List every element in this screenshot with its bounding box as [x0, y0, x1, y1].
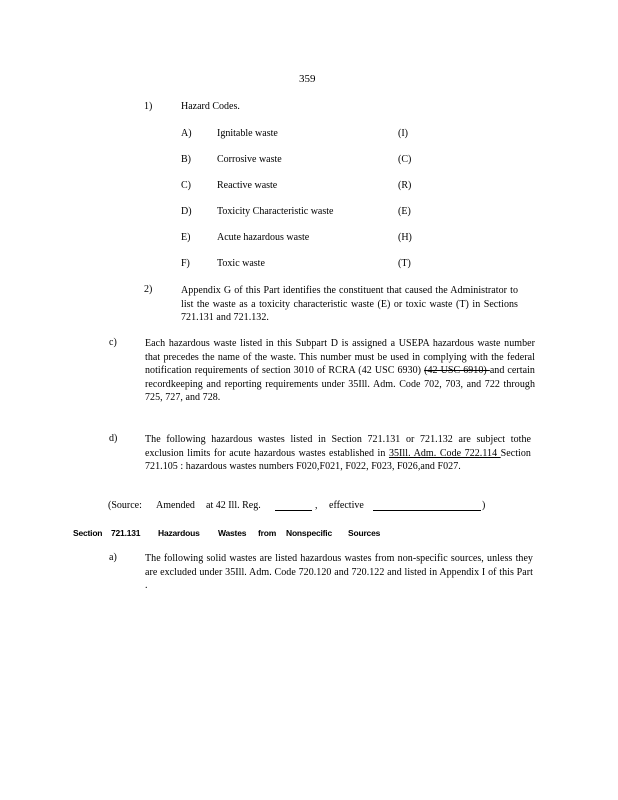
- item-c-number: c): [109, 337, 117, 348]
- page-number: 359: [299, 73, 316, 85]
- hazard-code-letter: B): [181, 154, 191, 165]
- section-number: 721.131: [111, 528, 141, 538]
- item-d-underlined-text: 35Ill. Adm. Code 722.114: [388, 447, 501, 459]
- source-effective: effective: [329, 500, 364, 511]
- hazard-code-label: Acute hazardous waste: [217, 232, 310, 243]
- section-label: Section: [73, 528, 103, 538]
- item-1-title: Hazard Codes.: [181, 101, 240, 112]
- hazard-code-value: (T): [398, 258, 411, 269]
- item-d-text-part-2: Section 721.105 : hazardous wastes numbers F020,F021, F022, F023, F026,and F027.: [145, 447, 531, 472]
- item-c-text: [145, 337, 535, 405]
- hazard-code-value: (H): [398, 232, 412, 243]
- item-c-text-part-1: Each hazardous waste listed in this Subpart D is assigned a USEPA hazardous waste number that precedes the name of the waste. This number must be used in complying with the federal notification requirements of section 3010 of RCRA (42 USC 6930): [145, 338, 535, 376]
- section-title-word-2: Wastes: [218, 528, 247, 538]
- hazard-code-letter: C): [181, 180, 191, 191]
- source-prefix: (Source:: [108, 500, 142, 511]
- item-d-text: [145, 433, 531, 474]
- effective-date-blank: [373, 500, 481, 515]
- section-title-word-5: Sources: [348, 528, 381, 538]
- section-title-word-1: Hazardous: [158, 528, 200, 538]
- hazard-code-label: Reactive waste: [217, 180, 278, 191]
- hazard-code-value: (C): [398, 154, 412, 165]
- item-2-text: Appendix G of this Part identifies the constituent that caused the Administrator to list the waste as a toxicity characteristic waste (E) or toxic waste (T) in Sections 721.131 and 721.132.: [181, 285, 518, 323]
- section-title-word-3: from: [258, 528, 277, 538]
- hazard-code-label: Toxic waste: [217, 258, 265, 269]
- source-close: ): [482, 500, 486, 511]
- register-blank: [275, 500, 312, 515]
- hazard-code-label: Toxicity Characteristic waste: [217, 206, 334, 217]
- hazard-code-value: (I): [398, 128, 408, 139]
- item-a-text: The following solid wastes are listed hazardous wastes from non-specific sources, unless they are excluded under 35Ill. Adm. Code 720.120 and 720.122 and listed in Appendix I of this Part .: [145, 553, 533, 591]
- item-c-struck-text: (42 USC 6910): [424, 365, 490, 376]
- item-d-number: d): [109, 433, 118, 444]
- item-1-number: 1): [144, 101, 153, 112]
- source-register: at 42 Ill. Reg.: [206, 500, 261, 511]
- hazard-code-letter: D): [181, 206, 192, 217]
- source-comma: ,: [315, 500, 318, 511]
- hazard-code-value: (R): [398, 180, 412, 191]
- hazard-code-label: Corrosive waste: [217, 154, 282, 165]
- hazard-code-letter: E): [181, 232, 191, 243]
- source-amended: Amended: [156, 500, 195, 511]
- item-c-text-part-2: and certain recordkeeping and reporting requirements under 35Ill. Adm. Code 702, 703, and 722 through 725, 727, and 728.: [145, 365, 535, 403]
- section-title-word-4: Nonspecific: [286, 528, 332, 538]
- item-a-number: a): [109, 552, 117, 563]
- hazard-code-letter: F): [181, 258, 190, 269]
- hazard-code-label: Ignitable waste: [217, 128, 278, 139]
- item-d-text-part-1: The following hazardous wastes listed in Section 721.131 or 721.132 are subject tothe exclusion limits for acute hazardous wastes established in: [145, 434, 531, 459]
- item-2-number: 2): [144, 284, 153, 295]
- hazard-code-letter: A): [181, 128, 192, 139]
- hazard-code-value: (E): [398, 206, 411, 217]
